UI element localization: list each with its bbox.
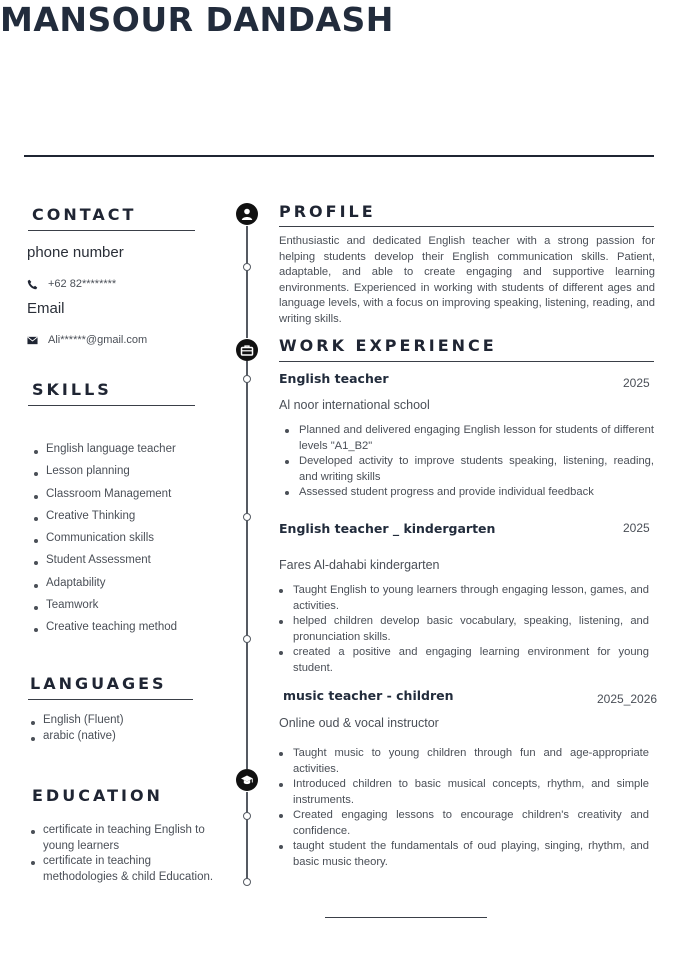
contact-heading: CONTACT xyxy=(32,205,137,224)
phone-number: +62 82******** xyxy=(48,278,117,290)
envelope-icon xyxy=(27,336,38,345)
footer-divider xyxy=(325,917,487,918)
work-heading: WORK EXPERIENCE xyxy=(279,336,497,355)
job-title: English teacher xyxy=(279,371,389,386)
list-item: arabic (native) xyxy=(31,730,124,746)
list-item: Lesson planning xyxy=(34,465,177,487)
list-item: helped children develop basic vocabulary, speaking, listening, and pronunciation skills. xyxy=(279,614,649,645)
list-item: Developed activity to improve students speaking, listening, reading, and writing skills xyxy=(285,454,654,485)
profile-divider xyxy=(279,226,654,227)
languages-divider xyxy=(28,699,193,700)
briefcase-icon xyxy=(236,339,258,361)
phone-icon xyxy=(27,279,38,290)
profile-text: Enthusiastic and dedicated English teacher with a strong passion for helping students develop their English communication skills. Patient, adaptable, and able to create engaging and supportive learning environments. Experienced in working with students of different ages and language levels, with a focus on improving speaking, listening, reading, and writing skills. xyxy=(279,235,655,325)
email-address: Ali******@gmail.com xyxy=(48,334,148,346)
phone-row xyxy=(27,278,116,290)
list-item: certificate in teaching methodologies & child Education. xyxy=(31,854,221,885)
resume-name: MANSOUR DANDASH xyxy=(0,0,394,39)
skills-list xyxy=(34,443,177,644)
profile-heading: PROFILE xyxy=(279,202,376,221)
list-item: taught student the fundamentals of oud playing, singing, rhythm, and basic music theory. xyxy=(279,839,649,870)
skills-heading: SKILLS xyxy=(32,380,112,399)
contact-divider xyxy=(28,230,195,231)
graduation-cap-icon xyxy=(236,769,258,791)
education-heading: EDUCATION xyxy=(32,786,163,805)
job-year: 2025 xyxy=(623,521,650,535)
skills-divider xyxy=(28,405,195,406)
list-item: Student Assessment xyxy=(34,554,177,576)
job-title: English teacher _ kindergarten xyxy=(279,521,496,536)
list-item: created a positive and engaging learning environment for young student. xyxy=(279,645,649,676)
list-item: Classroom Management xyxy=(34,488,177,510)
job-organization: Online oud & vocal instructor xyxy=(279,716,439,730)
job-organization: Fares Al-dahabi kindergarten xyxy=(279,558,440,572)
timeline-line xyxy=(246,361,248,769)
languages-heading: LANGUAGES xyxy=(30,674,167,693)
list-item: Teamwork xyxy=(34,599,177,621)
list-item: Assessed student progress and provide individual feedback xyxy=(285,485,654,501)
job-bullets xyxy=(279,583,649,676)
list-item: Taught music to young children through fun and age-appropriate activities. xyxy=(279,746,649,777)
timeline-node xyxy=(243,635,251,643)
phone-label: phone number xyxy=(27,244,124,261)
list-item: Creative Thinking xyxy=(34,510,177,532)
timeline-node xyxy=(243,812,251,820)
job-title: music teacher - children xyxy=(283,688,454,703)
list-item: Adaptability xyxy=(34,577,177,599)
list-item: English (Fluent) xyxy=(31,714,124,730)
list-item: Planned and delivered engaging English lesson for students of different levels "A1_B2" xyxy=(285,423,654,454)
timeline-line xyxy=(246,792,248,880)
timeline-node xyxy=(243,878,251,886)
list-item: Taught English to young learners through engaging lesson, games, and activities. xyxy=(279,583,649,614)
work-divider xyxy=(279,361,654,362)
list-item: Creative teaching method xyxy=(34,621,177,643)
person-icon xyxy=(236,203,258,225)
list-item: Communication skills xyxy=(34,532,177,554)
timeline-node xyxy=(243,513,251,521)
job-organization: Al noor international school xyxy=(279,398,430,412)
header-divider xyxy=(24,155,654,157)
list-item: English language teacher xyxy=(34,443,177,465)
list-item: certificate in teaching English to young learners xyxy=(31,823,221,854)
job-bullets xyxy=(279,746,649,870)
job-year: 2025_2026 xyxy=(597,692,658,706)
languages-list xyxy=(31,714,124,746)
timeline-line xyxy=(246,226,248,338)
list-item: Created engaging lessons to encourage children's creativity and confidence. xyxy=(279,808,649,839)
education-list xyxy=(31,823,221,885)
timeline-node xyxy=(243,375,251,383)
timeline-node xyxy=(243,263,251,271)
email-row xyxy=(27,334,147,346)
job-year: 2025 xyxy=(623,376,650,390)
list-item: Introduced children to basic musical concepts, rhythm, and simple instruments. xyxy=(279,777,649,808)
job-bullets xyxy=(285,423,654,501)
email-label: Email xyxy=(27,300,65,317)
